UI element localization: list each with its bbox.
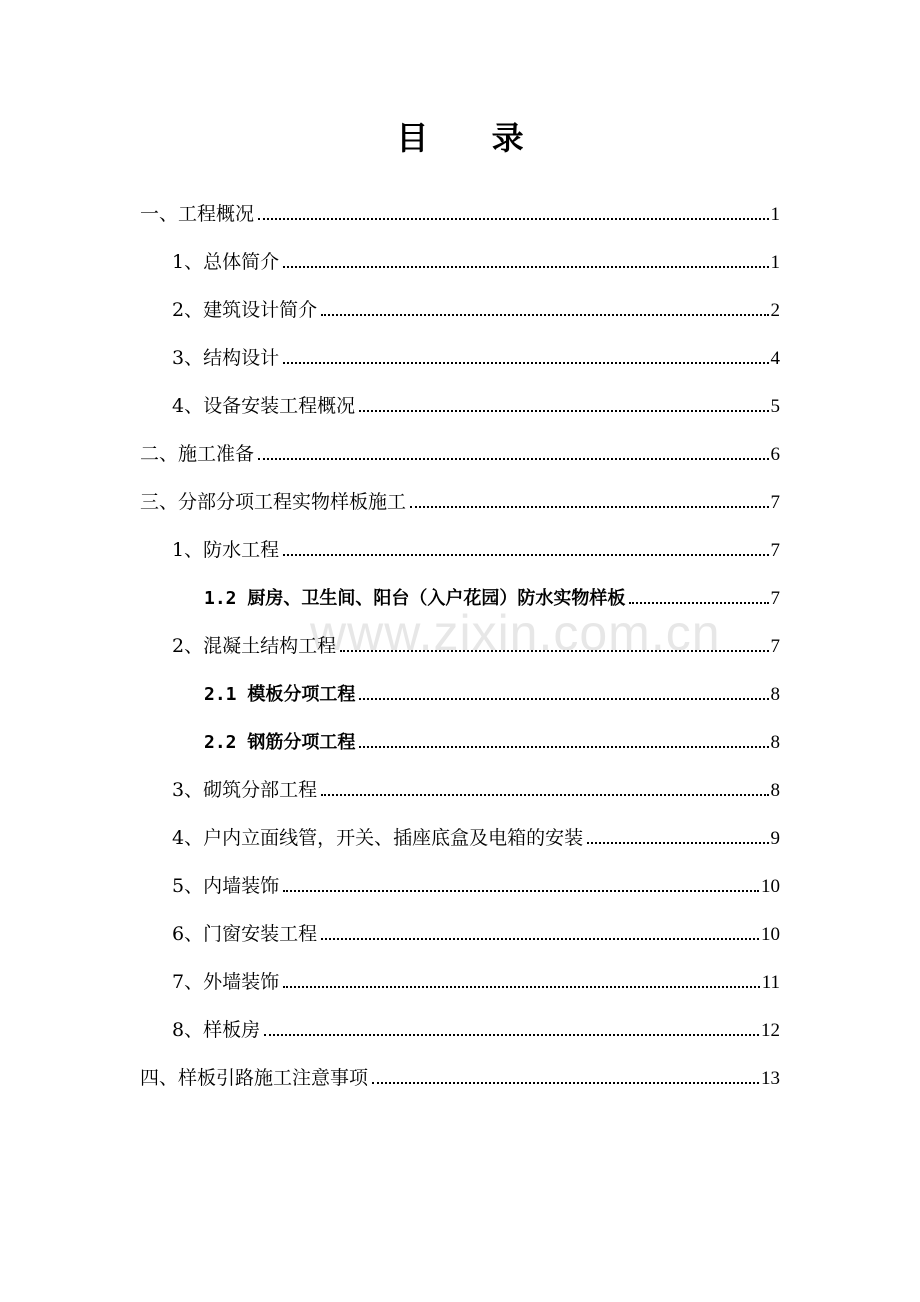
toc-entry[interactable] bbox=[172, 964, 780, 994]
toc-entry[interactable] bbox=[172, 628, 780, 658]
dot-leader bbox=[340, 649, 768, 652]
dot-leader bbox=[283, 889, 759, 892]
toc-entry-page: 4 bbox=[770, 348, 780, 369]
dot-leader bbox=[258, 457, 768, 460]
toc-entry-label: 4、设备安装工程概况 bbox=[172, 395, 356, 417]
dot-leader bbox=[629, 601, 768, 604]
toc-entry-page: 8 bbox=[770, 780, 780, 801]
dot-leader bbox=[321, 313, 768, 316]
toc-entry-page: 12 bbox=[761, 1020, 780, 1041]
dot-leader bbox=[283, 265, 768, 268]
toc-entry[interactable] bbox=[172, 292, 780, 322]
toc-entry[interactable] bbox=[172, 388, 780, 418]
toc-entry-label: 2.2 钢筋分项工程 bbox=[204, 732, 356, 753]
dot-leader bbox=[264, 1033, 759, 1036]
toc-entry-label: 4、户内立面线管，开关、插座底盒及电箱的安装 bbox=[172, 827, 584, 849]
toc-entry[interactable] bbox=[172, 340, 780, 370]
dot-leader bbox=[283, 985, 760, 988]
toc-entry-label: 7、外墙装饰 bbox=[172, 971, 280, 993]
toc-entry-label: 8、样板房 bbox=[172, 1019, 261, 1041]
toc-entry[interactable] bbox=[172, 532, 780, 562]
toc-entry-label: 2.1 模板分项工程 bbox=[204, 684, 356, 705]
toc-entry-page: 13 bbox=[761, 1068, 780, 1089]
toc-entry[interactable] bbox=[204, 580, 780, 610]
toc-entry[interactable] bbox=[204, 676, 780, 706]
toc-entry-label: 5、内墙装饰 bbox=[172, 875, 280, 897]
toc-entry-page: 5 bbox=[770, 396, 780, 417]
dot-leader bbox=[321, 937, 759, 940]
toc-entry-page: 9 bbox=[770, 828, 780, 849]
toc-entry-label: 2、建筑设计简介 bbox=[172, 299, 318, 321]
toc-entry-page: 7 bbox=[770, 636, 780, 657]
toc-entry[interactable] bbox=[140, 1060, 780, 1090]
dot-leader bbox=[372, 1081, 759, 1084]
toc-entry[interactable] bbox=[140, 436, 780, 466]
dot-leader bbox=[258, 217, 768, 220]
page-title: 目 录 bbox=[396, 119, 550, 157]
toc-entry[interactable] bbox=[140, 196, 780, 226]
toc-entry[interactable] bbox=[172, 1012, 780, 1042]
toc-entry-page: 1 bbox=[770, 252, 780, 273]
toc-entry-page: 7 bbox=[770, 492, 780, 513]
toc-entry-label: 1、总体简介 bbox=[172, 251, 280, 273]
toc-entry-page: 1 bbox=[770, 204, 780, 225]
toc-entry-label: 三、分部分项工程实物样板施工 bbox=[140, 491, 407, 513]
toc-entry[interactable] bbox=[172, 772, 780, 802]
dot-leader bbox=[283, 361, 768, 364]
toc-entry-label: 6、门窗安装工程 bbox=[172, 923, 318, 945]
dot-leader bbox=[321, 793, 768, 796]
dot-leader bbox=[359, 409, 768, 412]
toc-entry[interactable] bbox=[172, 244, 780, 274]
toc-entry-page: 7 bbox=[770, 540, 780, 561]
toc-entry-page: 8 bbox=[770, 684, 780, 705]
toc-entry-page: 10 bbox=[761, 876, 780, 897]
toc-entry-label: 1、防水工程 bbox=[172, 539, 280, 561]
toc-entry[interactable] bbox=[172, 868, 780, 898]
dot-leader bbox=[359, 745, 768, 748]
dot-leader bbox=[587, 841, 768, 844]
toc-entry-page: 10 bbox=[761, 924, 780, 945]
toc-entry[interactable] bbox=[172, 820, 780, 850]
dot-leader bbox=[359, 697, 768, 700]
toc-entry-label: 1.2 厨房、卫生间、阳台（入户花园）防水实物样板 bbox=[204, 588, 626, 609]
toc-entry[interactable] bbox=[172, 916, 780, 946]
toc-entry-label: 3、结构设计 bbox=[172, 347, 280, 369]
toc-entry-page: 2 bbox=[770, 300, 780, 321]
toc-entry-page: 7 bbox=[770, 588, 780, 609]
toc-entry[interactable] bbox=[140, 484, 780, 514]
toc-entry-label: 3、砌筑分部工程 bbox=[172, 779, 318, 801]
toc-entry-label: 二、施工准备 bbox=[140, 443, 255, 465]
toc-entry-page: 8 bbox=[770, 732, 780, 753]
toc-entry-label: 2、混凝土结构工程 bbox=[172, 635, 337, 657]
watermark: www.zixin.com.cn bbox=[310, 605, 721, 661]
dot-leader bbox=[410, 505, 768, 508]
toc-entry-label: 一、工程概况 bbox=[140, 203, 255, 225]
dot-leader bbox=[283, 553, 768, 556]
toc-entry-label: 四、样板引路施工注意事项 bbox=[140, 1067, 369, 1089]
toc-entry-page: 11 bbox=[761, 972, 780, 993]
toc-entry-page: 6 bbox=[770, 444, 780, 465]
toc-entry[interactable] bbox=[204, 724, 780, 754]
